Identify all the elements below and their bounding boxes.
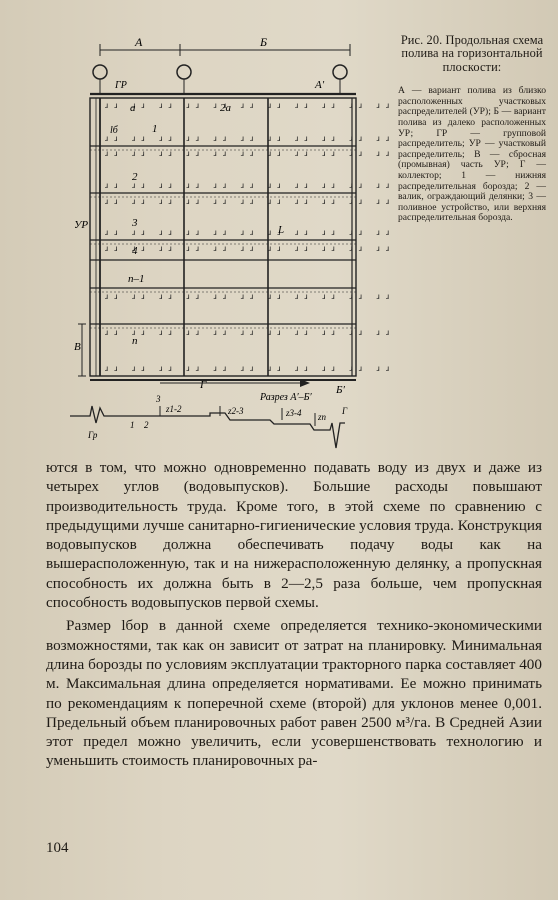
svg-text:z1-2: z1-2 [166,404,182,414]
svg-text:3: 3 [156,394,161,404]
svg-text:z3-4: z3-4 [286,408,302,418]
svg-text:4: 4 [132,245,138,257]
svg-text:2а: 2а [220,102,231,114]
scheme-drawing [60,28,390,458]
svg-text:1: 1 [130,420,135,430]
svg-text:1: 1 [152,123,158,135]
svg-text:ɹɹ ɹɹ ɹɹ ɹɹ ɹɹ ɹɹ ɹɹ ɹɹ ɹɹ ɹɹ: ɹɹ ɹɹ ɹɹ ɹɹ ɹɹ ɹɹ ɹɹ ɹɹ ɹɹ ɹɹ ɹ [105,228,386,237]
svg-text:z2-3: z2-3 [228,406,244,416]
svg-text:lб: lб [110,125,118,136]
svg-text:Г: Г [342,406,348,416]
svg-text:Б′: Б′ [336,384,345,396]
svg-text:ɹɹ ɹɹ ɹɹ ɹɹ ɹɹ ɹɹ ɹɹ ɹɹ ɹɹ ɹɹ: ɹɹ ɹɹ ɹɹ ɹɹ ɹɹ ɹɹ ɹɹ ɹɹ ɹɹ ɹɹ ɹ [105,101,386,110]
svg-text:а: а [130,102,136,114]
svg-text:п–1: п–1 [128,273,145,285]
caption-legend: А — вариант полива из близко расположенных участковых распределителей (УР); Б — вариант полива из далеко расположенных УР; ГР — групповой распределитель; УР — участковый распределитель; В — сбросная (промывная) часть УР; Г — коллектор; 1 — нижняя распределительная борозда; 2 — валик, ограждающий делянки; 3 — поливное устройство, или верхняя распределительная борозда. [398,85,546,224]
svg-text:п: п [132,335,138,347]
label-B: Б [260,35,268,49]
svg-text:ГР: ГР [115,80,127,91]
svg-text:2: 2 [144,420,149,430]
body-text [46,458,542,771]
svg-text:А′: А′ [315,79,325,91]
svg-text:L: L [278,224,285,236]
svg-text:ɹɹ ɹɹ ɹɹ ɹɹ ɹɹ ɹɹ ɹɹ ɹɹ ɹɹ ɹɹ: ɹɹ ɹɹ ɹɹ ɹɹ ɹɹ ɹɹ ɹɹ ɹɹ ɹɹ ɹɹ ɹ [105,244,386,253]
svg-text:ɹɹ ɹɹ ɹɹ ɹɹ ɹɹ ɹɹ ɹɹ ɹɹ ɹɹ ɹɹ: ɹɹ ɹɹ ɹɹ ɹɹ ɹɹ ɹɹ ɹɹ ɹɹ ɹɹ ɹɹ ɹ [105,197,386,206]
svg-text:ɹɹ ɹɹ ɹɹ ɹɹ ɹɹ ɹɹ ɹɹ ɹɹ ɹɹ ɹɹ: ɹɹ ɹɹ ɹɹ ɹɹ ɹɹ ɹɹ ɹɹ ɹɹ ɹɹ ɹɹ ɹ [105,134,386,143]
label-A: А [135,35,143,49]
svg-text:Г: Г [200,379,207,391]
paragraph-2: Размер lбор в данной схеме определяется технико-экономическими возможностями, так как он зависит от затрат на планировку. Минимальная длина борозды по условиям эксплуатации тракторного парка составляет 400 м. Максимальная длина определяется нормативами. Ее можно принимать по рекомендациям к поперечной схеме (второй) для уклонов менее 0,001. Предельный объем планировочных работ равен 2500 м³/га. В Средней Азии этот предел можно увеличить, если усовершенствовать технологию и уменьшить стоимость планировочных ра- [46,617,542,770]
svg-text:В: В [74,341,81,353]
svg-text:ɹɹ ɹɹ ɹɹ ɹɹ ɹɹ ɹɹ ɹɹ ɹɹ ɹɹ ɹɹ: ɹɹ ɹɹ ɹɹ ɹɹ ɹɹ ɹɹ ɹɹ ɹɹ ɹɹ ɹɹ ɹ [105,328,386,337]
page-number: 104 [46,840,69,856]
svg-text:УР: УР [74,219,89,231]
svg-text:3: 3 [132,217,138,229]
figure-caption [398,34,546,224]
paragraph-1: ются в том, что можно одновременно подавать воду из двух и даже из четырех углов (водовыпусков). Большие расходы повышают производительность труда. Кроме того, в этой схеме по сравнению с предыдущими лучше санитарно-гигиенические условия труда. Конструкция водовыпусков должна обеспечивать подачу воды как на вышерасположенную, так и на нижерасположенную делянку, а пропускная способность их должна быть в 2—2,5 раза больше, чем пропускная способность водовыпусков первой схемы. [46,459,542,612]
svg-text:zn: zn [318,412,327,422]
svg-text:ɹɹ ɹɹ ɹɹ ɹɹ ɹɹ ɹɹ ɹɹ ɹɹ ɹɹ ɹɹ: ɹɹ ɹɹ ɹɹ ɹɹ ɹɹ ɹɹ ɹɹ ɹɹ ɹɹ ɹɹ ɹ [105,149,386,158]
svg-text:ɹɹ ɹɹ ɹɹ ɹɹ ɹɹ ɹɹ ɹɹ ɹɹ ɹɹ ɹɹ: ɹɹ ɹɹ ɹɹ ɹɹ ɹɹ ɹɹ ɹɹ ɹɹ ɹɹ ɹɹ ɹ [105,292,386,301]
svg-text:Гр: Гр [88,430,98,440]
svg-text:ɹɹ ɹɹ ɹɹ ɹɹ ɹɹ ɹɹ ɹɹ ɹɹ ɹɹ ɹɹ: ɹɹ ɹɹ ɹɹ ɹɹ ɹɹ ɹɹ ɹɹ ɹɹ ɹɹ ɹɹ ɹ [105,181,386,190]
svg-text:ɹɹ ɹɹ ɹɹ ɹɹ ɹɹ ɹɹ ɹɹ ɹɹ ɹɹ ɹɹ: ɹɹ ɹɹ ɹɹ ɹɹ ɹɹ ɹɹ ɹɹ ɹɹ ɹɹ ɹɹ ɹ [105,364,386,373]
irrigation-scheme-figure [60,28,390,458]
svg-text:2: 2 [132,171,138,183]
svg-text:Разрез А′–Б′: Разрез А′–Б′ [260,392,312,403]
caption-title: Рис. 20. Продольная схема полива на горизонтальной плоскости: [400,33,544,74]
